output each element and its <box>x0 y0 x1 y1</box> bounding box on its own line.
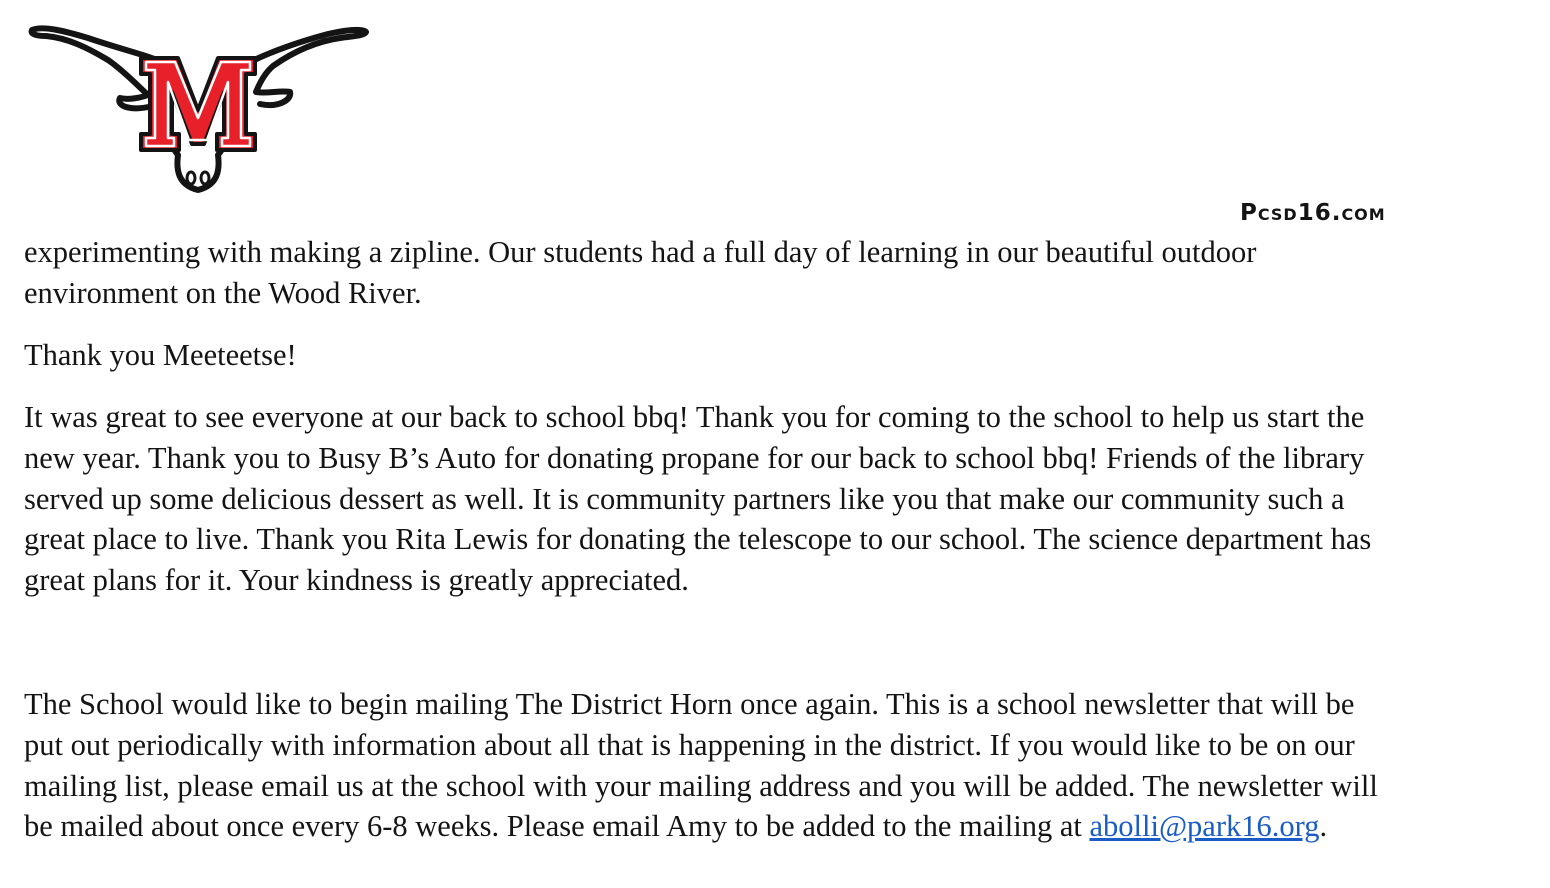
text-line: put out periodically with information about all that is happening in the district. If you would like to be on our <box>24 727 1355 762</box>
text-line: great plans for it. Your kindness is greatly appreciated. <box>24 563 689 598</box>
text-line: served up some delicious dessert as well. It is community partners like you that make our community such a <box>24 481 1345 516</box>
text-line: great place to live. Thank you Rita Lewis for donating the telescope to our school. The science department has <box>24 522 1372 557</box>
paragraph-newsletter <box>24 684 1534 847</box>
text-line: Thank you Meeteetse! <box>24 338 297 372</box>
text-line: The School would like to begin mailing The District Horn once again. This is a school newsletter that will be <box>24 687 1355 721</box>
website-url: Pcsd16.com <box>1240 200 1386 226</box>
paragraph-thanks <box>24 335 1534 376</box>
paragraph-bbq <box>24 397 1534 601</box>
text-segment: . <box>1319 809 1328 844</box>
text-line: It was great to see everyone at our back to school bbq! Thank you for coming to the school to help us start the <box>24 400 1365 434</box>
longhorn-logo <box>28 20 370 195</box>
text-line: mailing list, please email us at the school with your mailing address and you will be added. The newsletter will <box>24 768 1378 803</box>
text-line: experimenting with making a zipline. Our students had a full day of learning in our beautiful outdoor <box>24 235 1257 269</box>
text-line <box>24 806 1534 847</box>
paragraph-field-trip <box>24 232 1534 314</box>
text-line: environment on the Wood River. <box>24 275 422 310</box>
text-segment: be mailed about once every 6-8 weeks. Please email Amy to be added to the mailing at <box>24 809 1090 844</box>
logo-letter: M <box>28 20 29 21</box>
text-line: new year. Thank you to Busy B’s Auto for donating propane for our back to school bbq! Friends of the library <box>24 440 1365 475</box>
email-link[interactable]: abolli@park16.org <box>1089 809 1320 844</box>
